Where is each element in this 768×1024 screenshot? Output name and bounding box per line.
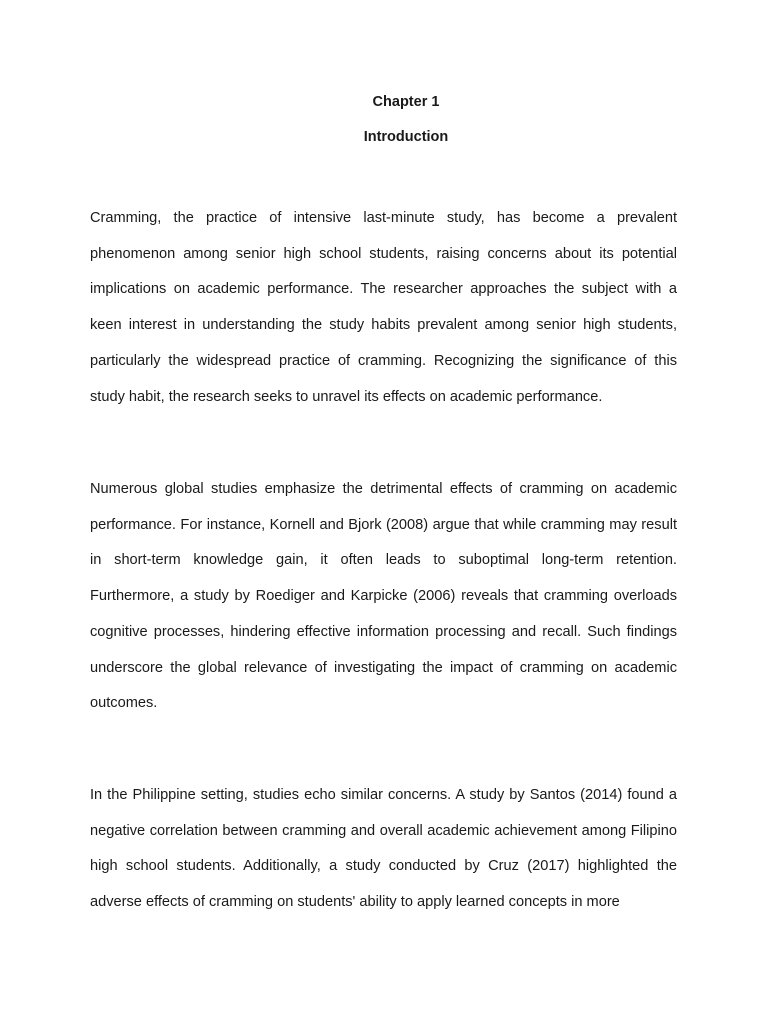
paragraph-global-studies: Numerous global studies emphasize the detrimental effects of cramming on academic performance. For instance, Kornell and Bjork (2008) argue that while cramming may result in short-term knowledge gain, it often leads to suboptimal long-term retention. Furthermore, a study by Roediger and Karpicke (2006) reveals that cramming overloads cognitive processes, hindering effective information processing and recall. Such findings underscore the global relevance of investigating the impact of cramming on academic outcomes. [90,481,677,712]
chapter-heading: Chapter 1 [372,94,440,110]
section-title: Introduction [363,129,449,145]
paragraph-cramming-definition: Cramming, the practice of intensive last-minute study, has become a prevalent phenomenon among senior high school students, raising concerns about its potential implications on academic performance. The researcher approaches the subject with a keen interest in understanding the study habits prevalent among senior high students, particularly the widespread practice of cramming. Recognizing the significance of this study habit, the research seeks to unravel its effects on academic performance. [90,210,677,405]
paragraph-philippine-setting: In the Philippine setting, studies echo similar concerns. A study by Santos (2014) found a negative correlation between cramming and overall academic achievement among Filipino high school students. Additionally, a study conducted by Cruz (2017) highlighted the adverse effects of cramming on students' ability to apply learned concepts in more [90,787,677,911]
